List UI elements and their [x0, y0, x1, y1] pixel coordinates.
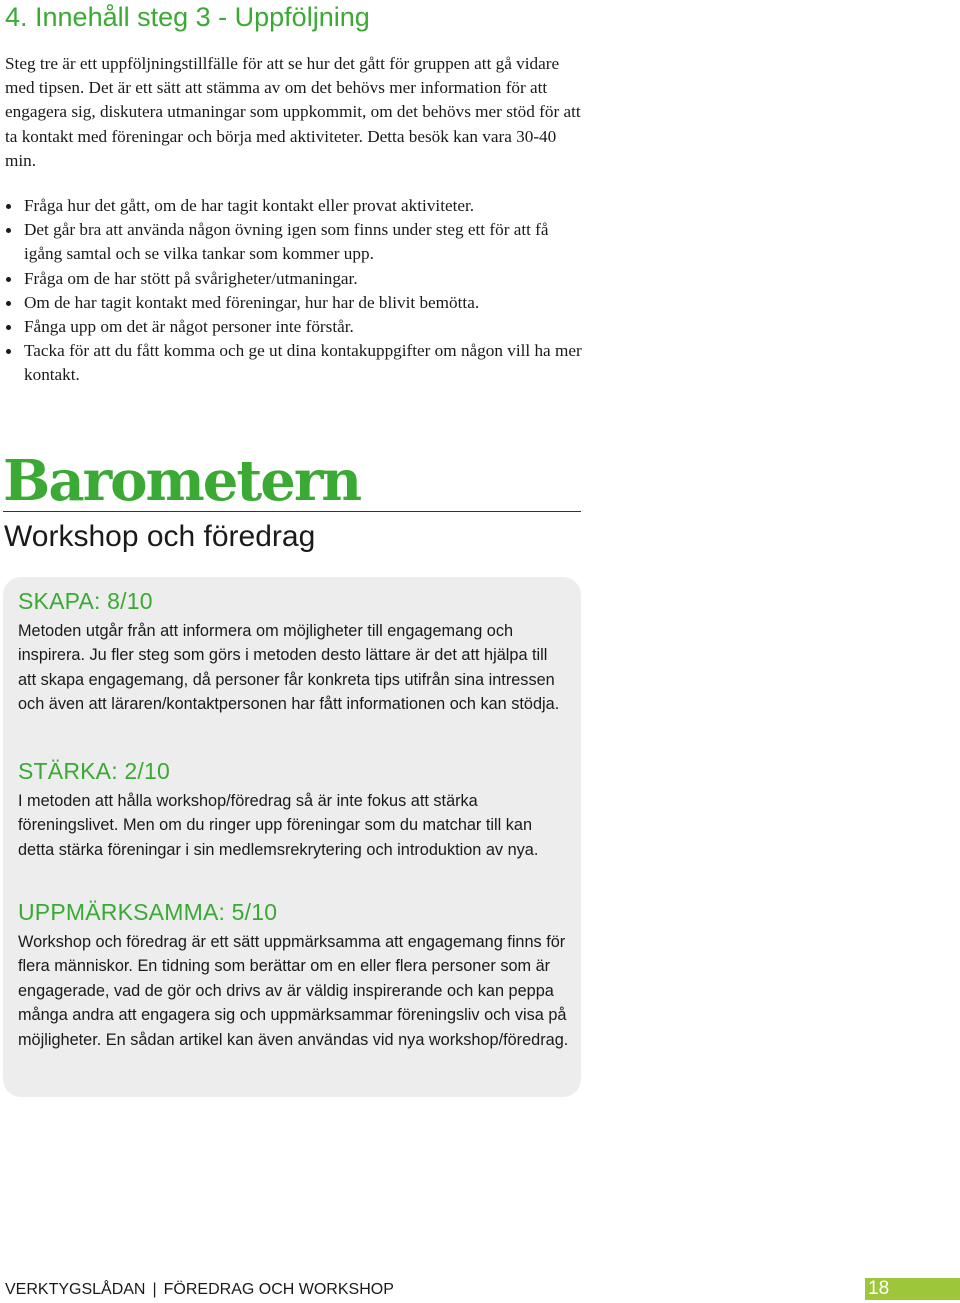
list-item	[5, 339, 585, 387]
bullet-icon	[6, 301, 11, 306]
barometer-box	[3, 577, 581, 1097]
page-number: 18	[868, 1278, 890, 1299]
bullet-text: Fråga om de har stött på svårigheter/utmaningar.	[24, 268, 358, 288]
barometer-item-starka	[18, 757, 570, 862]
list-item	[5, 267, 585, 291]
list-item	[5, 291, 585, 315]
title-divider	[3, 511, 581, 512]
footer-left-label: VERKTYGSLÅDAN	[5, 1281, 146, 1298]
barometer-item-skapa	[18, 587, 570, 717]
bullet-icon	[6, 349, 11, 354]
barometer-item-uppmarksamma	[18, 898, 570, 1052]
section-heading: 4. Innehåll steg 3 - Uppföljning	[5, 2, 370, 32]
bullet-text: Fråga hur det gått, om de har tagit kontakt eller provat aktiviteter.	[24, 196, 475, 215]
list-item	[5, 315, 585, 339]
barometer-title: Barometern	[3, 448, 361, 514]
barometer-subtitle: Workshop och föredrag	[4, 520, 316, 553]
bullet-text: Tacka för att du fått komma och ge ut dina kontakuppgifter om någon vill ha mer kontakt.	[24, 341, 582, 385]
barometer-item-text: Metoden utgår från att informera om möjligheter till engagemang och inspirera. Ju fler steg som görs i metoden desto lättare är det att hjälpa till att skapa engagemang, då personer får konkreta tips utifrån sina intressen och även att läraren/kontaktpersonen har fått informationen och kan stödja.	[18, 622, 560, 714]
list-item	[5, 194, 585, 218]
footer-right-label: FÖREDRAG OCH WORKSHOP	[163, 1281, 394, 1298]
barometer-item-heading: SKAPA: 8/10	[18, 588, 153, 614]
bullet-text: Det går bra att använda någon övning igen som finns under steg ett för att få igång samtal och se vilka tankar som kommer upp.	[24, 220, 549, 264]
barometer-item-heading: UPPMÄRKSAMMA: 5/10	[18, 899, 278, 925]
bullet-text: Om de har tagit kontakt med föreningar, hur har de blivit bemötta.	[24, 292, 480, 312]
followup-bullet-list	[5, 194, 585, 388]
footer-separator: |	[152, 1281, 157, 1298]
bullet-icon	[6, 325, 11, 330]
barometer-item-heading: STÄRKA: 2/10	[18, 758, 170, 784]
intro-paragraph: Steg tre är ett uppföljningstillfälle för att se hur det gått för gruppen att gå vidare med tipsen. Det är ett sätt att stämma av om det behövs mer information för att engagera sig, diskutera utmaningar som uppkommit, om det behövs mer stöd för att ta kontakt med föreningar och börja med aktiviteter. Detta besök kan vara 30-40 min.	[5, 54, 581, 170]
barometer-item-text: I metoden att hålla workshop/föredrag så är inte fokus att stärka föreningslivet. Men om du ringer upp föreningar som du matchar till kan detta stärka föreningar i sin medlemsrekrytering och introduktion av nya.	[18, 792, 539, 859]
bullet-text: Fånga upp om det är något personer inte förstår.	[24, 317, 354, 337]
barometer-item-text: Workshop och föredrag är ett sätt uppmärksamma att engagemang finns för flera människor. En tidning som berättar om en eller flera personer som är engagerade, vad de gör och drivs av är väldig inspirerande och kan peppa många andra att engagera sig och uppmärksammar föreningsliv och visa på möjligheter. En sådan artikel kan även användas vid nya workshop/föredrag.	[18, 933, 569, 1049]
page-footer	[5, 1280, 394, 1300]
bullet-icon	[6, 277, 11, 282]
bullet-icon	[6, 228, 11, 233]
bullet-icon	[6, 204, 11, 209]
list-item	[5, 218, 585, 266]
